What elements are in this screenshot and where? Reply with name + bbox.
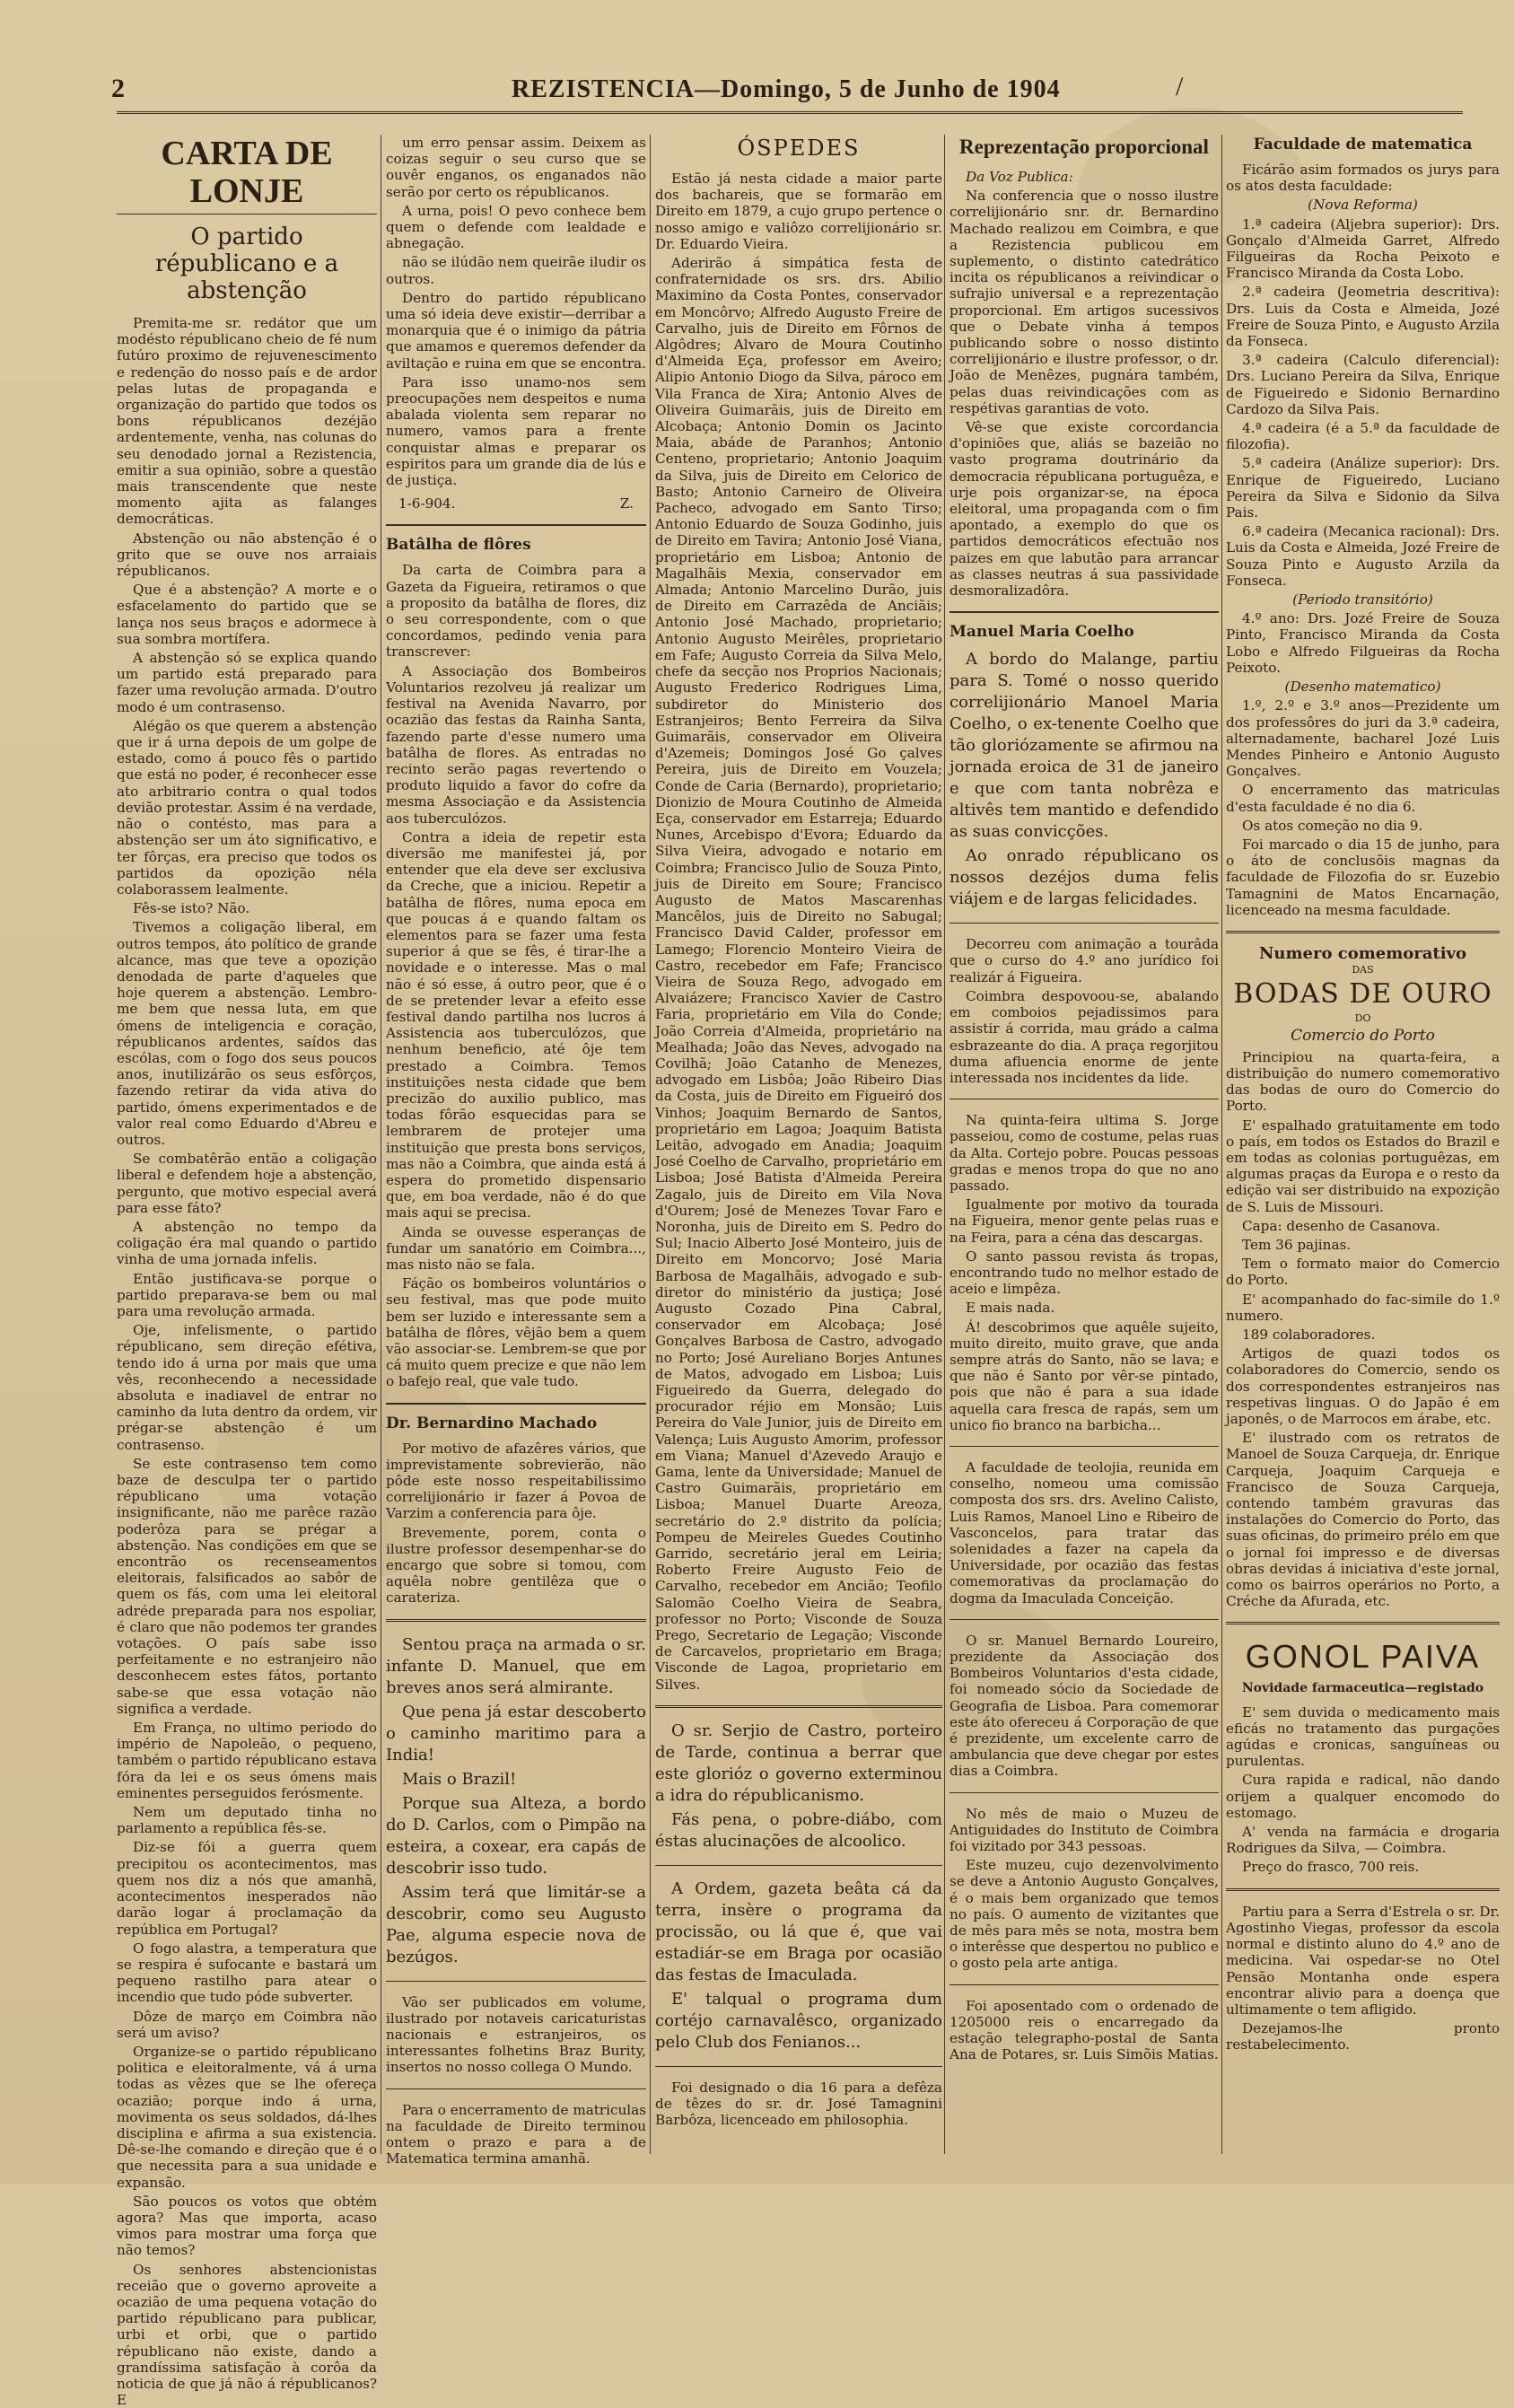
viegas-body — [1226, 1904, 1500, 2053]
carta-paragraph: um erro pensar assim. Deixem as coizas seguir o seu curso que se ouvêr enganos, os enganados não serão por certo os républicanos. — [386, 135, 646, 200]
bodas-paragraph: E' acompanhado do fac-simile do 1.º numero. — [1226, 1291, 1500, 1324]
viegas-paragraph: Partiu para a Serra d'Estrela o sr. Dr. Agostinho Viegas, professor da escola normal e distinto aluno do 4.º ano de medicina. Vai ospedar-se no Otel Pensão Montanha onde espera encontrar alivio para a doença que ultimamente o tem afligido. — [1226, 1903, 1500, 2018]
viegas-paragraph: Dezejamos-lhe pronto restabelecimento. — [1226, 2020, 1500, 2053]
bernardino-paragraph: Brevemente, porem, conta o ilustre professor desempenhar-se do encargo que sobre si tomou, com aquêla nobre gentilêza que o carateriza. — [386, 1524, 646, 1607]
gonol-paragraph: A' venda na farmácia e drogaria Rodrigues da Silva, — Coimbra. — [1226, 1824, 1500, 1857]
jorge-paragraph: O santo passou revista ás tropas, encontrando tudo no melhor estado de aceio e limpêza. — [950, 1248, 1219, 1298]
teolojia-note: A faculdade de teolojia, reunida em conselho, nomeou uma comissão composta dos srs. drs. Avelino Calisto, Luis Ramos, Manoel Lino e Ribeiro de Vasconcelos, para tratar das solenidades a fazer na capela da Universidade, por ocazião das festas comemorativas da proclamação do dogma da Imaculada Conceição. — [950, 1458, 1219, 1607]
carta-continuation — [386, 135, 646, 488]
bodas-paragraph: 189 colaboradores. — [1242, 1327, 1376, 1343]
carta-paragraph: Fês-se isto? Não. — [133, 900, 250, 917]
cadeiras-list — [1226, 216, 1500, 589]
column-2 — [386, 135, 647, 2167]
carta-paragraph: Oje, infelismente, o partido républicano, sem direção efétiva, tendo ido á urna por mais que uma vês, reconhecendo a necessidade absoluta e inadiavel de entrar no caminho da luta dentro da ordem, vir prégar-se abstenção é um contrasenso. — [117, 1322, 377, 1453]
carta-paragraph: Em França, no ultimo periodo do império de Napoleão, o pequeno, também o partido républicano estava fóra da lei e os seus ómens mais eminentes perseguidos ferósmente. — [117, 1720, 377, 1801]
bodas-paragraph: Tem o formato maior do Comercio do Porto. — [1226, 1256, 1500, 1289]
carta-paragraph: Dentro do partido républicano uma só ideia deve existir—derribar a monarquia que é o inimigo da pátria que amamos e queremos defender da aviltação e ruina em que se encontra. — [386, 289, 647, 372]
carta-paragraph: não se ilúdão nem queirãe iludir os outros. — [386, 254, 646, 287]
reprezentacao-paragraph: Vê-se que existe corcordancia d'opiniões que, aliás se bazeião no vasto programa doutrinário da democracia républicana portuguêza, e urje pois organizar-se, na época eleitoral, uma propaganda com o fim apontado, a exemplo do que os partidos democráticos efectuão nos paizes em que labutão para arrancar as classes neutras á sua passividade desmoralizadôra. — [950, 419, 1219, 600]
carta-paragraph: Organize-se o partido républicano politica e eleitoralmente, vá á urna todas as vêzes que se lhe ofereça ocazião; porque indo á urna, movimenta os seus soldados, dá-lhes disciplina e afirma a sua existencia. Dê-se-lhe comando e direção que é o que necessita para a sua unidade e expansão. — [117, 2043, 377, 2191]
bodas-paragraph: Principiou na quarta-feira, a distribuição do numero comemorativo das bodas de ouro do Comercio do Porto. — [1226, 1048, 1500, 1115]
masthead-title: REZISTENCIA—Domingo, 5 de Junho de 1904 — [512, 75, 1061, 103]
transitorio-label: (Periodo transitório) — [1292, 591, 1433, 609]
bernardino-title: Dr. Bernardino Machado — [386, 1403, 646, 1433]
carta-body — [117, 315, 377, 2408]
carta-paragraph: Os senhores abstencionistas receião que o governo aproveite a ocazião de uma pequena votação do partido républicano para publicar, urbi et orbi, que o partido républicano não existe, dando a grandíssima satisfação à corôa da noticia de que já não á républicanos? E — [117, 2261, 377, 2408]
page-number: 2 — [111, 74, 125, 103]
coelho-paragraph: A bordo do Malange, partiu para S. Tomé o nosso querido correlijionário Manoel Maria Coelho, o ex-tenente Coelho que tão gloriózamente se afirmou na jornada eroica de 31 de janeiro e que com tanta nobrêza e altivês tem mantido e defendido as suas convicções. — [950, 650, 1219, 842]
carta-paragraph: Premita-me sr. redátor que um modésto républicano cheio de fé num futúro proximo de rejuvenescimento e redenção do nosso país e de ardor pelas lutas de propaganda e organização do partido que todos os bons républicanos dezéjão ardentemente, venha, nas colunas do seu denodado jornal a Rezistencia, emitir a sua opinião, sobre a questão mais transcendente que neste momento ajita as falanges democráticas. — [117, 315, 377, 528]
reprezentacao-source: Da Voz Publica: — [966, 169, 1073, 185]
jorge-paragraph: Á! descobrimos que aquêle sujeito, muito direito, muito grave, que anda sempre atrás do Santo, não se lava; e que não é Santo por vêr-se pintado, pois que não é para a sua idade aquella cara fresca de rapás, sem um unico fio branco na barbicha... — [950, 1318, 1219, 1433]
desenho-label: (Desenho matematico) — [1284, 679, 1441, 696]
ordem-paragraph: E' talqual o programa dum cortéjo carnavalêsco, organizado pelo Club dos Fenianos... — [655, 1989, 942, 2052]
column-1 — [117, 135, 377, 2408]
do-label: DO — [1354, 1012, 1371, 1025]
carta-paragraph: Para isso unamo-nos sem preocupações nem despeitos e numa abalada violenta sem reparar no numero, vamos para a frente conquistar almas e preparar os espiritos para um grande dia de lús e de justiça. — [386, 373, 646, 489]
batalha-paragraph: Ainda se ouvesse esperanças de fundar um sanatório em Coimbra..., mas nisto não se fala. — [386, 1223, 646, 1273]
carta-paragraph: Alégão os que querem a abstenção que ir á urna depois de um golpe de estado, como á pouco fês o partido que está no poder, é reconhecer esse ato arbitrario contra o qual todos devião protestar. Assim é na verdade, não o contésto, mas para a abstenção ser um áto significativo, e ter fôrças, era preciso que todos os partidos da opozição néla colaborassem lealmente. — [117, 717, 377, 898]
infante-paragraph: Porque sua Alteza, a bordo do D. Carlos, com o Pimpão na esteira, a coxear, era capás de descobrir isso tudo. — [386, 1793, 646, 1878]
reprezentacao-paragraph: Na conferencia que o nosso ilustre correlijionário snr. dr. Bernardino Machado realizou em Coimbra, e que a Rezistencia publicou em suplemento, o distinto catedrático incita os républicanos a reivindicar o sufrajio universal e a reprezentação proporcional. Em artigos sucessivos que o Debate vinha á tempos publicando sobre o nosso distinto correlijionário e ilustre professor, o dr. João de Menêzes, pugnára também, pelas duas reivindicações com as respétivas garantias de voto. — [950, 188, 1219, 416]
carta-paragraph: A abstenção no tempo da coligação éra mal quando o partido vinha de uma jornada infelis. — [117, 1218, 377, 1268]
batalha-paragraph: Da carta de Coimbra para a Gazeta da Figueira, retiramos o que a proposito da batâlha de flores, diz o seu correspondente, com o que concordamos, pedindo venia para transcrever: — [386, 562, 646, 661]
batalha-title: Batâlha de flôres — [386, 524, 646, 555]
encerramento-text: O encerramento das matriculas d'esta faculdade é no dia 6. — [1226, 782, 1500, 815]
bernardino-body — [386, 1440, 646, 1607]
loureiro-note: O sr. Manuel Bernardo Loureiro, prezidente da Associação dos Bombeiros Voluntarios d'esta cidade, foi nomeado sócio da Sociedade de Geografia de Lisboa. Para comemorar este áto ofereceu á Corporação de que é prezidente, um excelente carro de ambulancia que deve chegar por estes dias a Coimbra. — [950, 1632, 1219, 1780]
carta-paragraph: São poucos os votos que obtém agora? Mas que importa, acaso vimos para mostrar uma força que não temos? — [117, 2193, 377, 2259]
bernardino-paragraph: Por motivo de afazêres vários, que imprevistamente sobrevierão, não pôde este nosso respeitabilissimo correlijionário ir fazer á Povoa de Varzim a conferencia para ôje. — [386, 1440, 646, 1522]
signature — [398, 495, 634, 512]
batalha-paragraph: Contra a ideia de repetir esta diversão me manifestei já, por entender que ela deve ser exclusiva da Creche, que a iniciou. Repetir a batâlha de flôres, numa epoca em que poucas á e quando faltam os elementos para se fazer uma festa superior á que se fês, é tirar-lhe a novidade e o interesse. Mas o mal não é só esse, á outro peor, que é o de se pretender levar a efeito esse festival dando partilha nos lucros á Assistencia aos tuberculózos, que nenhum beneficio, até ôje tem prestado a Coimbra. Temos instituições nesta cidade que bem precizão do auxilio publico, mas todas fôrão esquecidas para se lembrarem de protejer uma instituição que presta bons serviços, mas não a Coimbra, que ainda está á espera do prometido dispensario que, em boa verdade, não é do que mais aqui se precisa. — [386, 828, 646, 1222]
cadeira-item: 2.ª cadeira (Jeometria descritiva): Drs. Luis da Costa e Almeida, Jozé Freire de Souza Pinto, e Augusto Arzila da Fonseca. — [1226, 284, 1500, 350]
infante-paragraph: Sentou praça na armada o sr. infante D. Manuel, que em breves anos será almirante. — [386, 1634, 646, 1697]
museu-note-2: Este muzeu, cujo dezenvolvimento se deve a Antonio Augusto Gonçalves, é o mais bem organizado que temos no país. O aumento de vizitantes que de mês para mês se nota, mostra bem o interêsse que despertou no publico e o gosto pela arte antiga. — [950, 1857, 1219, 1972]
column-5 — [1226, 135, 1500, 2154]
batalha-body — [386, 562, 646, 1389]
aposentado-note: Foi aposentado com o ordenado de 1205000 reis o encarregado da estação telegrapho-postal de Santa Ana de Potares, sr. Luis Simõis Matias. — [950, 1997, 1219, 2063]
desenho-text: 1.º, 2.º e 3.º anos—Prezidente um dos professôres do juri da 3.ª cadeira, alternadamente, bacharel Jozé Luis Mendes Pinheiro e Antonio Augusto Gonçalves. — [1226, 697, 1500, 780]
carta-subtitle: O partido républicano e a abstenção — [154, 223, 339, 304]
masthead — [111, 72, 1463, 114]
tourada-paragraph: Coimbra despovoou-se, abalando em comboios pejadissimos para assistir á corrida, mau grádo a calma esbrazeante do dia. A praça regorjitou duma afluencia enorme de jente interessada nos incidentes da lide. — [950, 987, 1219, 1086]
jorge-paragraph: Igualmente por motivo da tourada na Figueira, menor gente pelas ruas e na Feira, para a céna das descargas. — [950, 1196, 1219, 1246]
cadeira-item: 6.ª cadeira (Mecanica racional): Drs. Luis da Costa e Almeida, Jozé Freire de Souza Pinto e Augusto Arzila da Fonseca. — [1226, 523, 1500, 589]
nova-reforma-label: (Nova Reforma) — [1308, 197, 1418, 214]
comercio-title: Comercio do Porto — [1291, 1026, 1435, 1045]
ospedes-paragraph: Aderirão á simpática festa de confraternidade os srs. drs. Abilio Maximino da Costa Pontes, conservador em Moncôrvo; Alfredo Augusto Freire de Carvalho, juis de Direito em Fôrnos de Algôdres; Alvaro de Moura Coutinho d'Almeida Eça, professor em Aveiro; Alipio Antonio Diogo da Silva, pároco em Vila Franca de Xira; Antonio Alves de Oliveira Guimarãis, juis de Direito em Alcobaça; Antonio Domin os Jacinto Maia, abáde de Paranhos; Antonio Centeno, proprietario; Antonio Joaquim da Silva, juis de Direito em Celorico de Basto; Antonio Carneiro de Oliveira Pacheco, advogado em Santo Tirso; Antonio Eduardo de Souza Godinho, juis de Direito em Tavira; Antonio José Viana, proprietário em Lisboa; Antonio de Magalhãis Mexia, conservador em Almada; Antonio Marcelino Durão, juis de Direito em Carrazêda de Anciãis; Antonio José Machado, proprietario; Antonio Augusto Meirêles, proprietario em Fafe; Augusto Correia da Silva Melo, chefe da secção nos Proprios Nacionais; Augusto Frederico Rodrigues Lima, subdiretor do Ministerio dos Estranjeiros; Bento Ferreira da Silva Guimarãis, conservador em Oliveira d'Azemeis; Domingos José Go çalves Pereira, juis de Direito em Vouzela; Conde de Caria (Bernardo), proprietario; Dionizio de Moura Coutinho de Almeida Eça, conservador em Estarreja; Eduardo Nunes, Arcebispo d'Evora; Eduardo da Silva Vieira, advogado e notario em Coimbra; Francisco Julio de Souza Pinto, juis de Direito em Soure; Francisco Augusto de Matos Mascarenhas Mancêlos, juis de Direito no Sabugal; Francisco David Calder, professor em Lamego; Florencio Monteiro Vieira de Castro, recebedor em Fafe; Francisco Vieira de Souza Rego, advogado em Alvaiázere; Francisco Xavier de Castro Faria, proprietário em Vila do Conde; João Correia d'Almeida, proprietário na Mealhada; João das Neves, advogado na Covilhã; João Catanho de Menezes, advogado em Lisbôa; João Ribeiro Dias da Costa, juis de Direito em Figueiró dos Vinhos; Joaquim Bernardo de Santos, proprietário em Lagoa; Joaquim Batista Leitão, advogado em Anadia; Joaquim José Coelho de Carvalho, proprietário em Lisboa; José Batista d'Almeida Pereira Zagalo, juis de Direito em Vila Nova d'Ourem; José de Menezes Tovar Faro e Noronha, juis de Direito em S. Pedro do Sul; Inacio Alberto José Monteiro, juis de Direito em Moncorvo; José Maria Barbosa de Magalhãis, advogado e sub-diretor do ministério da justiça; José Augusto Cozado Pina Cabral, conservador em Alcobaça; José Gonçalves Barbosa de Castro, advogado no Porto; José Aureliano Borjes Antunes de Matos, advogado em Lisboa; Luis Figueiredo da Guerra, delegado do procurador réjio em Monsão; Luis Pereira do Vale Junior, juis de Direito em Valença; Luis Augusto Amorim, professor em Viana; Manuel d'Azevedo Araujo e Gama, lente da Universidade; Manuel de Castro Guimarãis, proprietário em Lisboa; Manuel Duarte Areoza, secretário do 2.º distrito da polícia; Pompeu de Meireles Guedes Coutinho Garrido, secretário jeral em Leiria; Roberto Freire Augusto Feio de Carvalho, recebedor em Ancião; Teofilo Salomão Coelho Vieira de Seabra, professor no Porto; Visconde de Souza Prego, Secretario de Legação; Visconde de Carcavelos, proprietario em Braga; Visconde de Lagoa, proprietario em Silves. — [655, 255, 942, 1693]
column-3 — [655, 135, 942, 2154]
atos-text: Os atos começão no dia 9. — [1242, 817, 1423, 834]
numero-comemorativo-title: Numero comemorativo — [1258, 943, 1467, 963]
column-4 — [950, 135, 1219, 2154]
gonol-body — [1226, 1704, 1500, 1876]
bodas-body — [1226, 1049, 1500, 1610]
coelho-paragraph: Ao onrado républicano os nossos dezéjos duma felis viájem e de largas felicidades. — [950, 846, 1219, 909]
das-label: DAS — [1352, 964, 1374, 976]
jorge-body — [950, 1112, 1219, 1433]
bodas-paragraph: E' ilustrado com os retratos de Manoel de Souza Carqueja, dr. Enrique Carqueja, Joaquim Carqueja e Francisco de Souza Carqueja, contendo também gravuras das instalações do Comercio do Porto, das suas oficinas, do primeiro prélo em que o jornal foi impresso e de diversas obras devidas á iniciativa d'este jornal, como os bairros operários no Porto, a Créche da Afurada, etc. — [1226, 1430, 1500, 1610]
bodas-paragraph: Tem 36 pajinas. — [1242, 1236, 1352, 1253]
carta-title: CARTA DE LONJE — [117, 135, 377, 215]
signature-initial: Z. — [619, 495, 634, 512]
tourada-body — [950, 936, 1219, 1086]
gonol-paragraph: Preço do frasco, 700 reis. — [1242, 1859, 1420, 1876]
gonol-subtitle: Novidade farmaceutica—registado — [1241, 1681, 1484, 1696]
batalha-paragraph: Fáção os bombeiros voluntários o seu festival, mas que pode muito bem ser luzido e interessante sem a batâlha de flôres, vêjão bem a quem vão associar-se. Lembrem-se que por cá muito quem precize e que não lem o bafejo real, que vale tudo. — [386, 1275, 646, 1390]
serjio-body — [655, 1721, 942, 1852]
bodas-title: BODAS DE OURO — [1233, 978, 1492, 1011]
reprezentacao-body — [950, 188, 1219, 599]
carta-paragraph: Que é a abstenção? A morte e o esfacelamento do partido que se lança nos seus braços e adormece à sua sombra mortífera. — [117, 582, 377, 647]
carta-paragraph: Então justificava-se porque o partido preparava-se bem ou mal para uma revolução armada. — [117, 1270, 377, 1319]
cadeira-item: 3.ª cadeira (Calculo diferencial): Drs. Luciano Pereira da Silva, Enrique de Figueiredo e Sidonio Bernardino Cardozo da Silva Pais. — [1226, 352, 1500, 417]
carta-paragraph: Diz-se fói a guerra quem precipitou os acontecimentos, mas quem nos diz a nós que amanhã, acontecimentos inesperados não darão logar á proclamação da república em Portugal? — [117, 1839, 377, 1938]
cadeira-item: 1.ª cadeira (Aljebra superior): Drs. Gonçalo d'Almeida Garret, Alfredo Filgueiras da Rocha Peixoto e Francisco Miranda da Costa Lobo. — [1226, 215, 1500, 282]
transitorio-text: 4.º ano: Drs. Jozé Freire de Souza Pinto, Francisco Miranda da Costa Lobo e Alfredo Filgueiras da Rocha Peixoto. — [1226, 610, 1500, 676]
cadeira-item: 5.ª cadeira (Análize superior): Drs. Enrique de Figueiredo, Luciano Pereira da Silva e Sidonio da Silva Pais. — [1226, 455, 1500, 521]
coelho-body — [950, 649, 1219, 910]
bodas-paragraph: Capa: desenho de Casanova. — [1242, 1217, 1440, 1234]
bodas-paragraph: E' espalhado gratuitamente em todo o país, em todos os Estados do Brazil e em todas as colonias portuguêzas, em algumas praças da Europa e o resto da edição vai ser distribuido na expozição de S. Luis de Missouri. — [1226, 1116, 1500, 1215]
tourada-paragraph: Decorreu com animação a tourâda que o curso do 4.º ano jurídico foi realizár á Figueira. — [950, 936, 1219, 985]
carta-paragraph: A abstenção só se explica quando um partido está preparado para fazer uma revolução armada. D'outro modo é um contrasenso. — [117, 650, 377, 715]
serjio-paragraph: Fás pena, o pobre-diábo, com éstas alucinações de alcoolico. — [655, 1809, 942, 1851]
carta-paragraph: O fogo alastra, a temperatura que se respira é sufocante e bastará um pequeno rastilho para atear o incendio que tudo póde subverter. — [117, 1940, 377, 2006]
ospedes-paragraph: Estão já nesta cidade a maior parte dos bachareis, que se formarão em Direito em 1879, a cujo grupo pertence o nosso amigo e valiôzo correlijionário sr. Dr. Eduardo Vieira. — [655, 171, 942, 252]
infante-body — [386, 1634, 646, 1968]
defeza-note: Foi designado o dia 16 para a defêza de têzes do sr. dr. José Tamagnini Barbôza, licenceado em philosophia. — [655, 2079, 942, 2129]
matematica-title: Faculdade de matematica — [1253, 136, 1473, 153]
carta-paragraph: Se este contrasenso tem como baze de desculpa ter o partido républicano uma votação insignificante, não me parêce razão poderôza para se prégar a abstenção. Nas condições em que se encontrão os recenseamentos eleitorais, falsificados ao sabôr de quem os fás, com uma lei eleitoral adréde preparada para nos espoliar, é claro que não podemos ter grandes votações. O país sabe isso perfeitamente e no estranjeiro não desconhecem estes fátos, portanto sabe-se que essa votação não significa a verdade. — [117, 1455, 377, 1717]
carta-paragraph: Se combatêrão então a coligação liberal e defendem hoje a abstenção, pergunto, que motivo especial averá para esse fáto? — [117, 1151, 377, 1216]
serjio-paragraph: O sr. Serjio de Castro, porteiro de Tarde, continua a berrar que este glorióz o governo exterminou a idra do républicanismo. — [655, 1721, 942, 1805]
cadeira-item: 4.ª cadeira (é a 5.ª da faculdade de filozofia). — [1226, 420, 1500, 453]
matriculas-note: Para o encerramento de matriculas na faculdade de Direito terminou ontem o prazo e para a de Matematica termina amanhã. — [386, 2101, 646, 2167]
ospedes-body — [655, 171, 942, 1693]
infante-paragraph: Assim terá que limitár-se a descobrir, como seu Augusto Pae, alguma especie nova de bezúgos. — [386, 1882, 646, 1966]
infante-paragraph: Que pena já estar descoberto o caminho maritimo para a India! — [386, 1702, 646, 1764]
ordem-body — [655, 1878, 942, 2053]
bodas-paragraph: Artigos de quazi todos os colaboradores do Comercio, sendo os dos correspondentes estranjeiros nas respetivas linguas. O do Japão é em japonês, o de Marrocos em árabe, etc. — [1226, 1345, 1500, 1428]
coelho-title: Manuel Maria Coelho — [950, 611, 1219, 642]
signature-date: 1-6-904. — [398, 495, 456, 512]
carta-paragraph: Tivemos a coligação liberal, em outros tempos, áto político de grande alcance, mas que teve a opozição denodada de parte d'aqueles que hoje querem a abstenção. Lembro-me bem que nessa luta, em que ómens de inteligencia e coração, républicanos ardentes, saídos das escólas, com o fogo dos seus poucos anos, inutilizárão os seus esfôrços, fazendo retirar da vida ativa do partido, ómens experimentados e de valor real como Eduardo d'Abreu e outros. — [117, 919, 377, 1148]
gonol-title: GONOL PAIVA — [1245, 1638, 1481, 1676]
infante-paragraph: Mais o Brazil! — [402, 1769, 517, 1789]
carta-paragraph: Abstenção ou não abstenção é o grito que se ouve nos arraiais républicanos. — [117, 530, 377, 580]
ospedes-title: ÓSPEDES — [737, 136, 861, 161]
gonol-paragraph: E' sem duvida o medicamento mais eficás no tratamento das purgações agúdas e cronicas, sanguíneas ou purulentas. — [1226, 1703, 1500, 1770]
jorge-paragraph: E mais nada. — [966, 1300, 1055, 1317]
reprezentacao-title: Reprezentação proporcional — [959, 136, 1209, 158]
jorge-paragraph: Na quinta-feira ultima S. Jorge passeiou, como de costume, pelas ruas da Alta. Cortejo pobre. Poucas pessoas gradas e menos tropa do que no ano passado. — [950, 1112, 1219, 1194]
volume-note: Vão ser publicados em volume, ilustrado por notaveis caricaturistas nacionais e estranjeiros, os interessantes folhetins Braz Burity, insertos no nosso collega O Mundo. — [386, 1993, 646, 2076]
pen-mark: / — [1176, 72, 1184, 101]
marcado-text: Foi marcado o dia 15 de junho, para o áto de conclusõis magnas da faculdade de Filozofia do sr. Euzebio Tamagnini de Matos Encarnação, licenceado na mesma faculdade. — [1226, 836, 1500, 918]
batalha-paragraph: A Associação dos Bombeiros Voluntarios rezolveu já realizar um festival na Avenida Navarro, por ocazião das festas da Rainha Santa, fazendo parte d'esse numero uma batâlha de flores. As entradas no recinto serão pagas revertendo o produto liquido a favor do cofre da mesma Associação e da Assistencia aos tuberculózos. — [386, 662, 646, 827]
ordem-paragraph: A Ordem, gazeta beâta cá da terra, insère o programa da procissão, ou lá que é, que vai estadiár-se em Braga por ocasião das festas de Imaculada. — [655, 1878, 942, 1984]
matematica-intro: Ficárão asim formados os jurys para os atos desta faculdade: — [1226, 162, 1500, 195]
museu-note: No mês de maio o Muzeu de Antiguidades do Instituto de Coimbra foi vizitado por 343 pessoas. — [950, 1805, 1219, 1855]
gonol-paragraph: Cura rapida e radical, não dando orijem a qualquer encomodo do estomago. — [1226, 1772, 1500, 1821]
carta-paragraph: Dôze de março em Coimbra não será um aviso? — [117, 2008, 377, 2041]
carta-paragraph: Nem um deputado tinha no parlamento a república fês-se. — [117, 1804, 377, 1837]
carta-paragraph: A urna, pois! O pevo conhece bem quem o defende com lealdade e abnegação. — [386, 202, 646, 252]
